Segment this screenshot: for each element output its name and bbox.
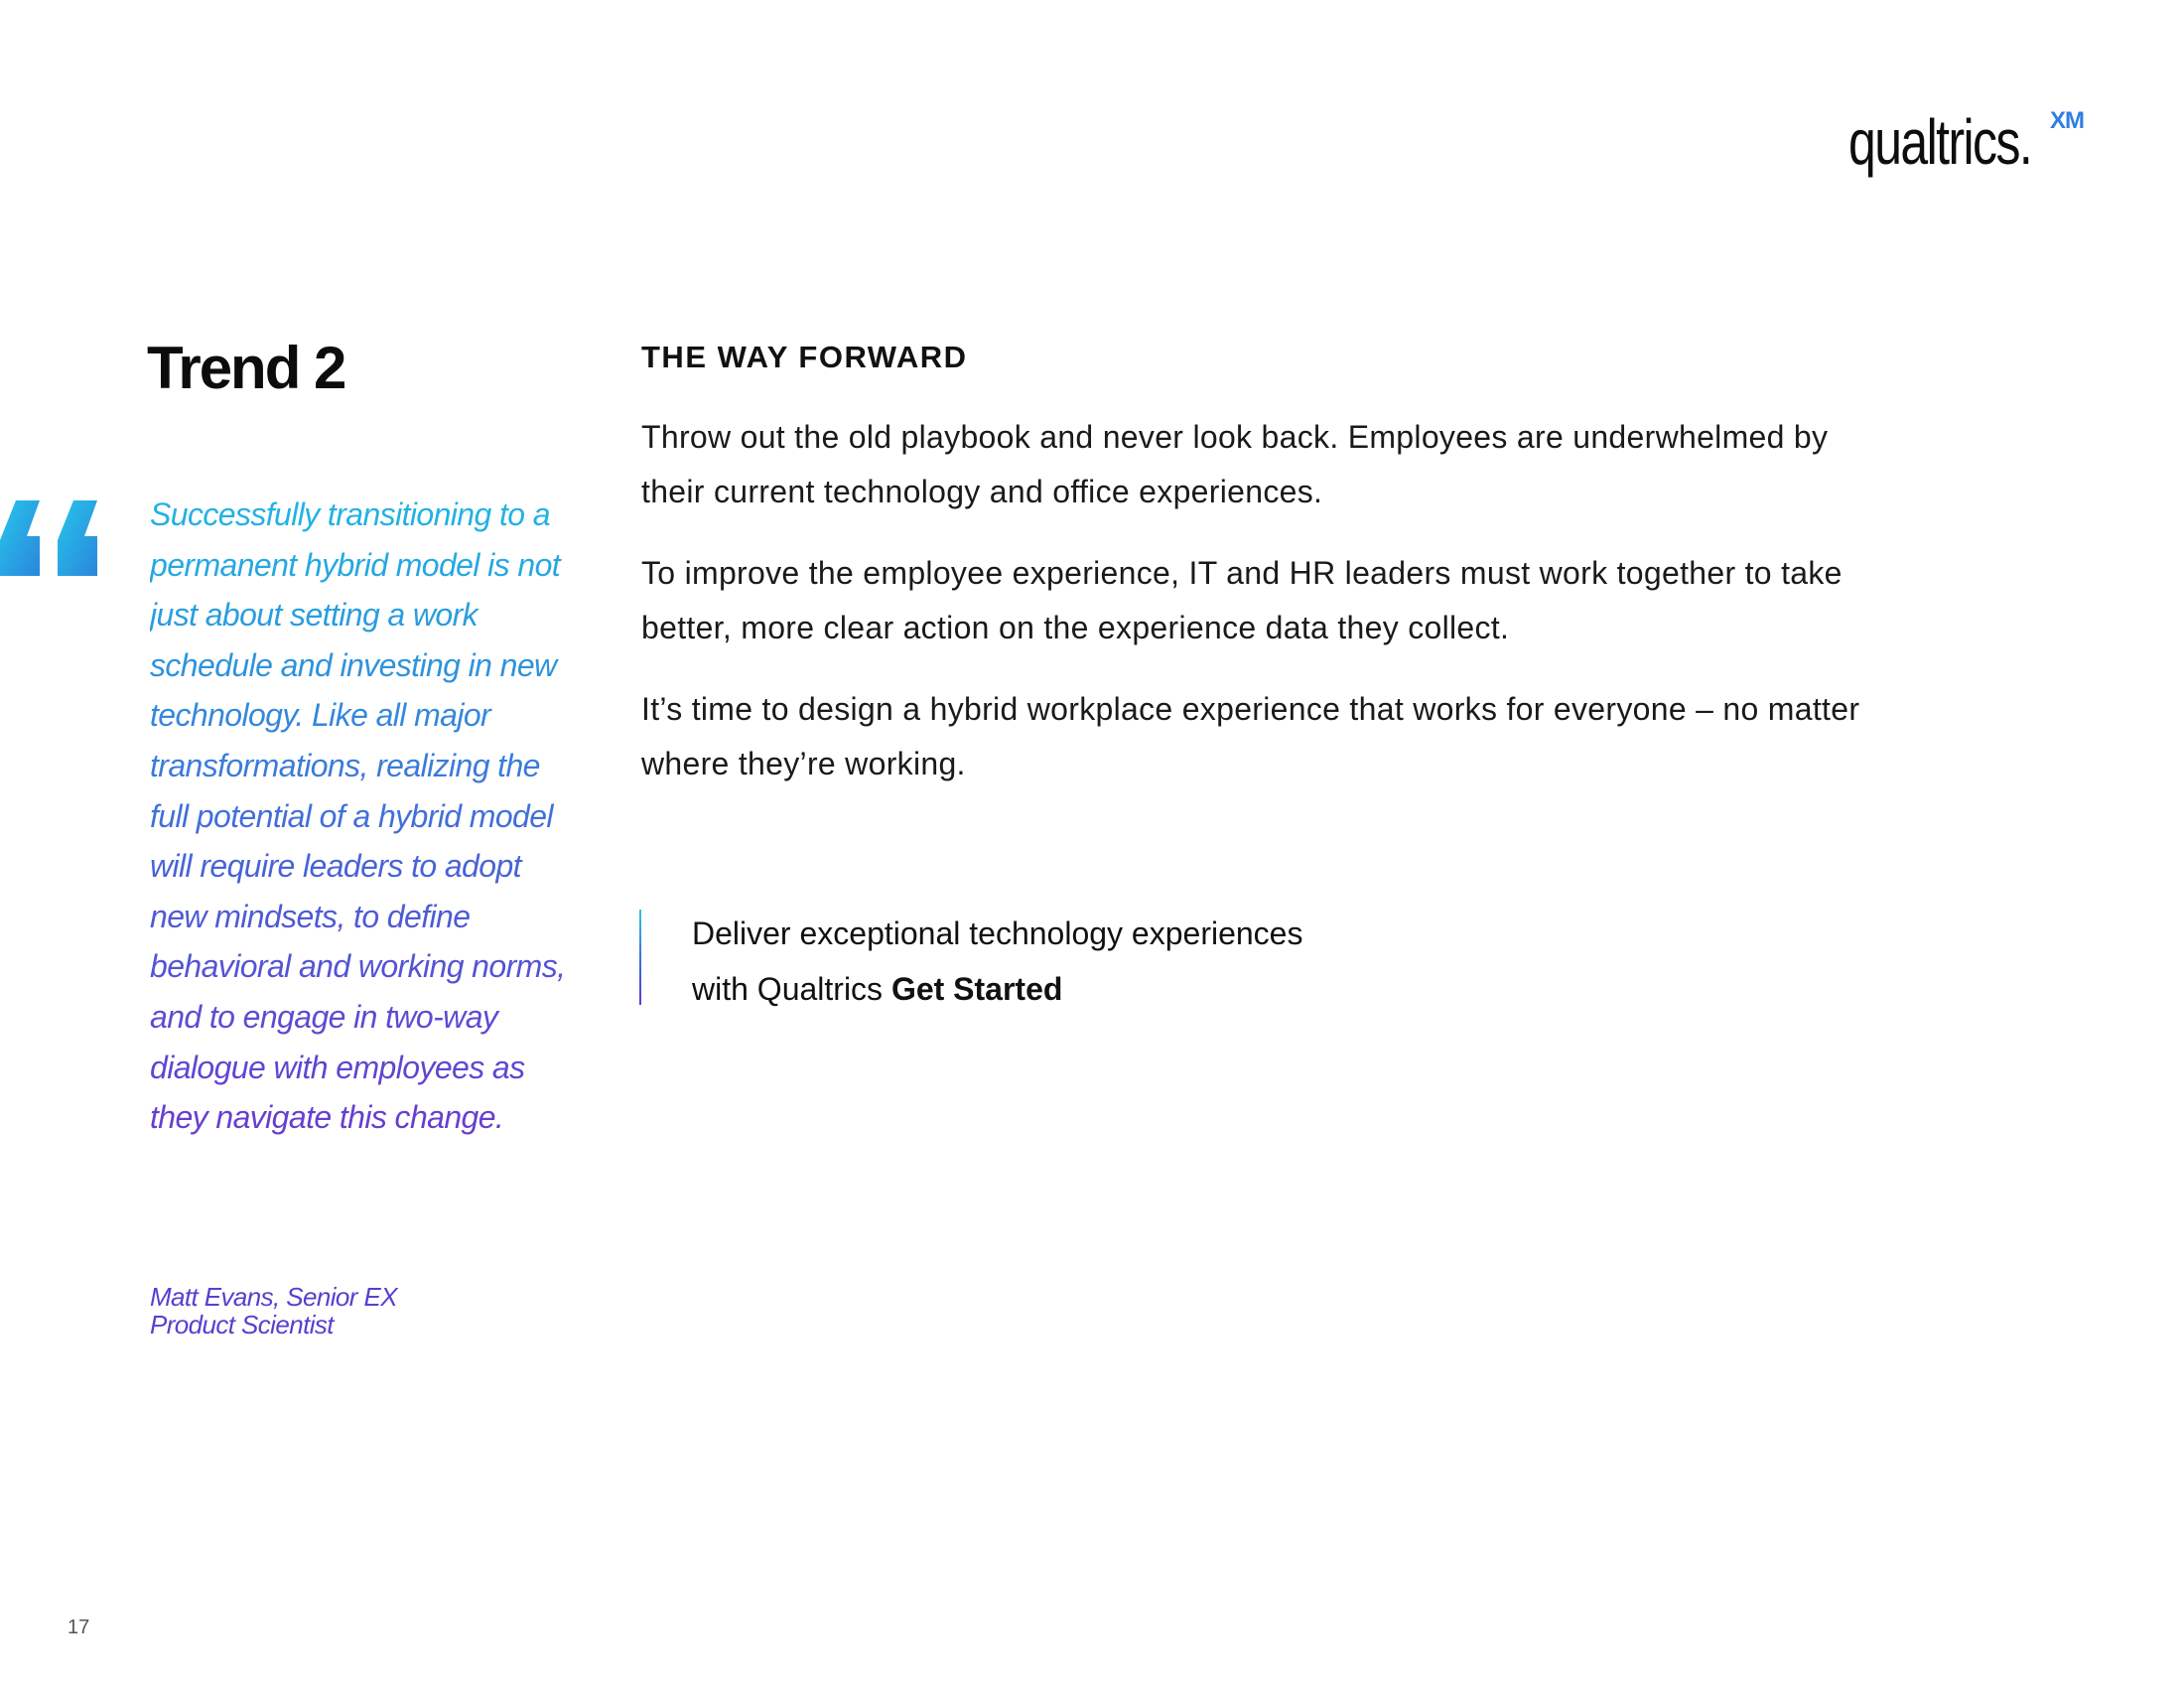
opening-quote-icon — [0, 500, 99, 576]
body-paragraph: It’s time to design a hybrid workplace experience that works for everyone – no matter where they’re working. — [641, 691, 1860, 781]
section-heading: THE WAY FORWARD — [641, 340, 968, 374]
cta-text — [692, 906, 1506, 1017]
get-started-link[interactable]: Get Started — [890, 971, 1063, 1007]
cta-accent-bar — [639, 910, 641, 1005]
cta-text-line1: Deliver exceptional technology experiences — [692, 915, 1303, 951]
cta-callout — [639, 906, 1533, 1005]
trend-title: Trend 2 — [147, 335, 345, 401]
logo-xm-mark: XM — [2050, 107, 2084, 134]
page-number: 17 — [68, 1617, 90, 1638]
quote-author: Matt Evans, Senior EX Product Scientist — [150, 1282, 397, 1339]
cta-text-line2: with Qualtrics — [692, 971, 884, 1007]
qualtrics-xm-logo — [1848, 97, 2107, 187]
logo-wordmark: qualtrics. — [1848, 106, 2032, 178]
body-paragraph: Throw out the old playbook and never look back. Employees are underwhelmed by their current technology and office experiences. — [641, 419, 1829, 509]
pull-quote: Successfully transitioning to a permanent hybrid model is not just about setting a work schedule and investing in new technology. Like all major transformations, realizing the full potential of a hybrid model will require leaders to adopt new mindsets, to define behavioral and working norms, and to engage in two-way dialogue with employees as they navigate this change. — [150, 490, 567, 1143]
body-paragraph: To improve the employee experience, IT and HR leaders must work together to take better, more clear action on the experience data they collect. — [641, 555, 1843, 645]
